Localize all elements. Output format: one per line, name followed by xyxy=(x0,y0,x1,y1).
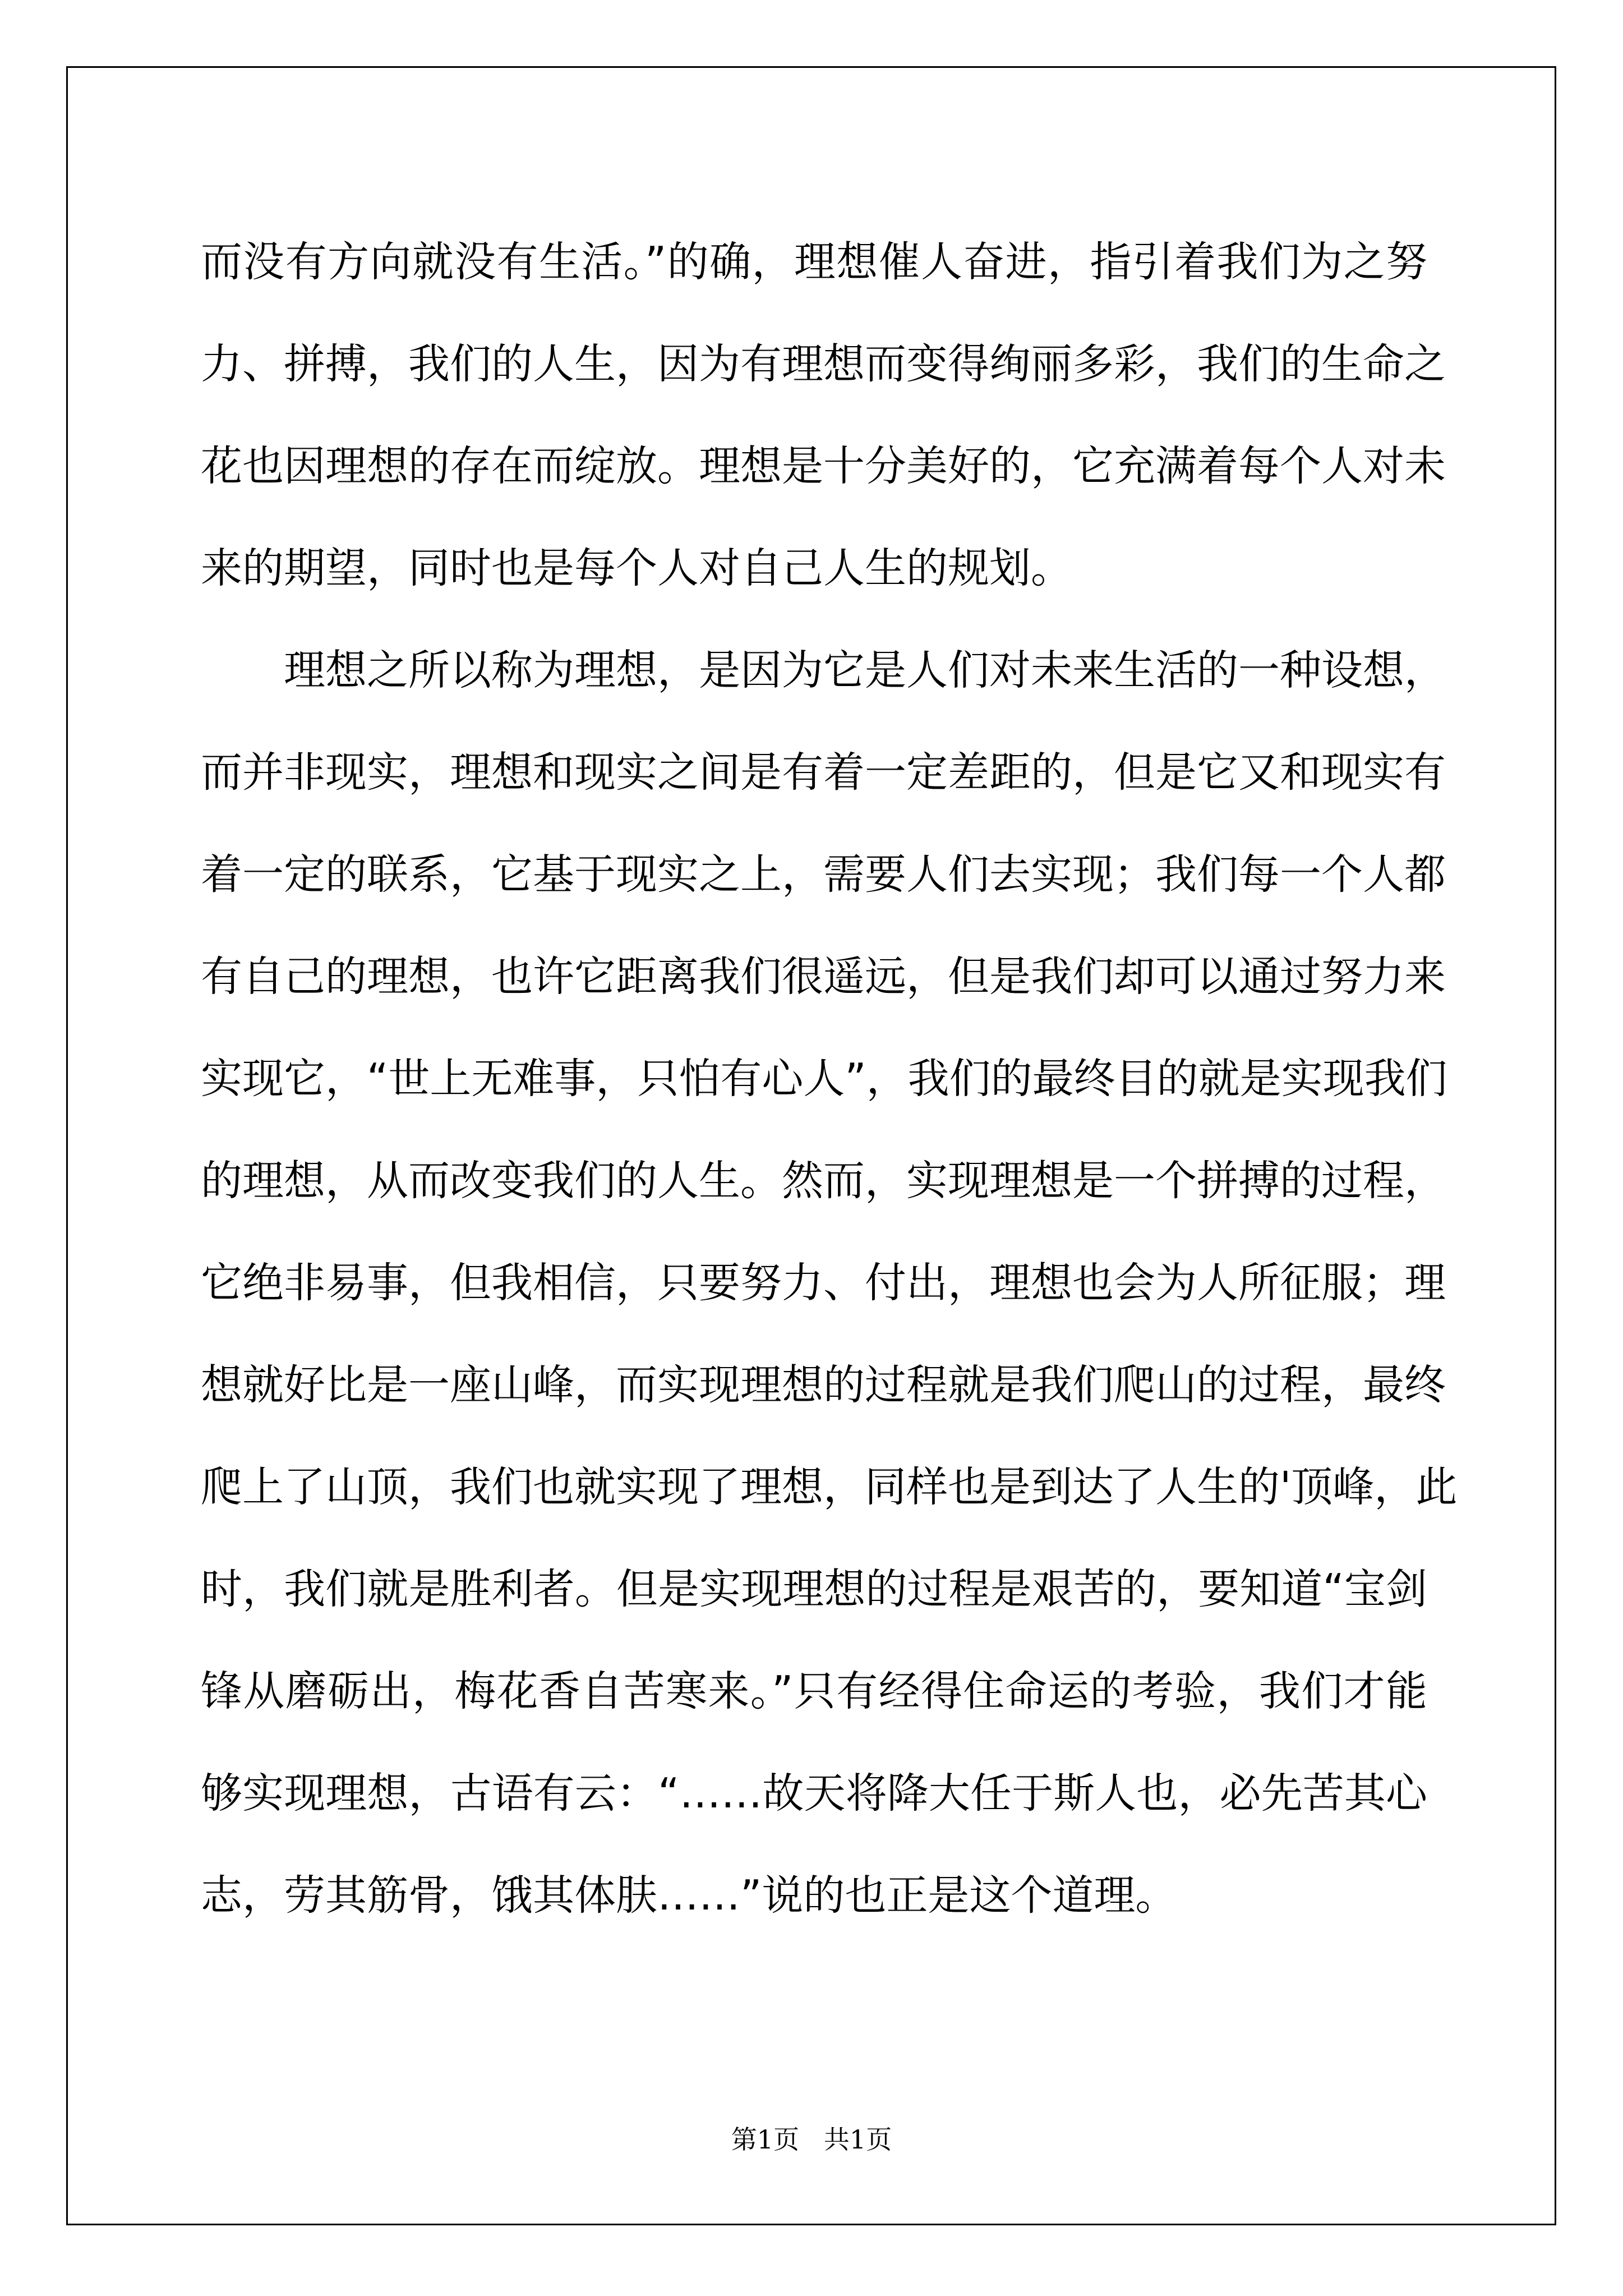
text-line: 它绝非易事，但我相信，只要努力、付出，理想也会为人所征服；理 xyxy=(201,1259,1446,1307)
document-body xyxy=(201,211,1458,1947)
text-line: 有自己的理想，也许它距离我们很遥远，但是我们却可以通过努力来 xyxy=(201,953,1446,1001)
text-line: 着一定的联系，它基于现实之上，需要人们去实现；我们每一个人都 xyxy=(201,850,1446,899)
text-line: 花也因理想的存在而绽放。理想是十分美好的，它充满着每个人对未 xyxy=(201,442,1446,490)
text-line: 锋从磨砺出，梅花香自苦寒来。”只有经得住命运的考验，我们才能 xyxy=(201,1667,1427,1715)
text-line: 的理想，从而改变我们的人生。然而，实现理想是一个拼搏的过程， xyxy=(201,1157,1446,1205)
text-line: 理想之所以称为理想，是因为它是人们对未来生活的一种设想， xyxy=(284,646,1446,694)
text-line: 想就好比是一座山峰，而实现理想的过程就是我们爬山的过程，最终 xyxy=(201,1361,1446,1409)
text-line: 力、拼搏，我们的人生，因为有理想而变得绚丽多彩，我们的生命之 xyxy=(201,340,1446,388)
text-line: 而并非现实，理想和现实之间是有着一定差距的，但是它又和现实有 xyxy=(201,748,1446,797)
text-line: 来的期望，同时也是每个人对自己人生的规划。 xyxy=(201,544,1072,592)
text-line: 而没有方向就没有生活。”的确，理想催人奋进，指引着我们为之努 xyxy=(201,238,1427,286)
text-line: 实现它，“世上无难事，只怕有心人”，我们的最终目的就是实现我们 xyxy=(201,1055,1447,1103)
text-line: 志，劳其筋骨，饿其体肤……”说的也正是这个道理。 xyxy=(201,1871,1177,1920)
page-number-footer: 第1页 共1页 xyxy=(731,2124,892,2155)
text-line: 爬上了山顶，我们也就实现了理想，同样也是到达了人生的'顶峰，此 xyxy=(201,1463,1458,1511)
text-line: 时，我们就是胜利者。但是实现理想的过程是艰苦的，要知道“宝剑 xyxy=(201,1565,1427,1613)
text-line: 够实现理想，古语有云：“……故天将降大任于斯人也，必先苦其心 xyxy=(201,1769,1427,1818)
